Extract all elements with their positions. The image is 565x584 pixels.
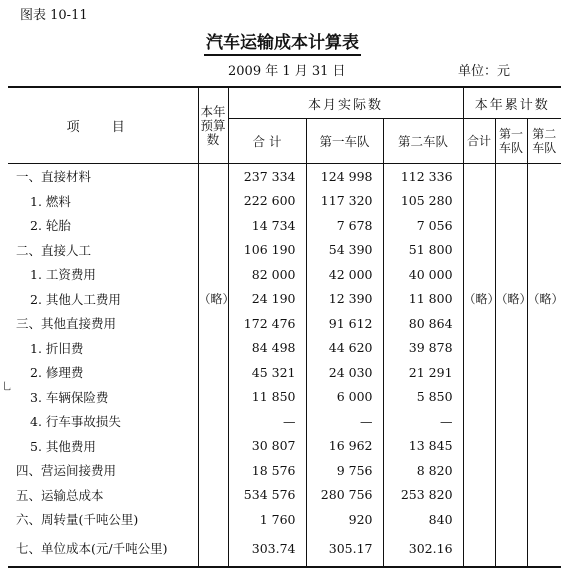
row-team2: 11 800 <box>383 287 463 312</box>
row-team1: 117 320 <box>306 189 383 214</box>
row-budget <box>198 238 228 263</box>
row-team1: 124 998 <box>306 164 383 189</box>
row-ytd-team2 <box>527 262 561 287</box>
row-ytd-team2 <box>527 507 561 532</box>
row-budget <box>198 360 228 385</box>
row-ytd-team2 <box>527 336 561 361</box>
row-team1: 920 <box>306 507 383 532</box>
row-item: 一、直接材料 <box>8 164 198 189</box>
row-ytd-team1 <box>495 483 527 508</box>
row-total: 534 576 <box>228 483 306 508</box>
row-ytd-team1 <box>495 189 527 214</box>
row-item: 1. 折旧费 <box>8 336 198 361</box>
header-actual-group: 本月实际数 <box>228 87 463 119</box>
row-team2: 13 845 <box>383 434 463 459</box>
header-ytd-team2: 第二车队 <box>527 119 561 164</box>
row-ytd-team1 <box>495 164 527 189</box>
header-ytd-total: 合计 <box>463 119 495 164</box>
ytd-total-omitted: （略） <box>463 287 495 312</box>
row-item: 1. 燃料 <box>8 189 198 214</box>
row-total: 11 850 <box>228 385 306 410</box>
table-row <box>8 164 561 189</box>
row-item: 2. 修理费 <box>8 360 198 385</box>
row-team2: 21 291 <box>383 360 463 385</box>
row-team1: 24 030 <box>306 360 383 385</box>
row-budget <box>198 409 228 434</box>
row-total: 303.74 <box>228 532 306 567</box>
row-item: 五、运输总成本 <box>8 483 198 508</box>
row-ytd-total <box>463 189 495 214</box>
row-budget <box>198 262 228 287</box>
row-ytd-team2 <box>527 164 561 189</box>
table-row <box>8 311 561 336</box>
row-team2: 80 864 <box>383 311 463 336</box>
table-row <box>8 385 561 410</box>
row-ytd-team1 <box>495 532 527 567</box>
row-item: 七、单位成本(元/千吨公里) <box>8 532 198 567</box>
row-ytd-total <box>463 336 495 361</box>
table-unit: 单位：元 <box>458 64 511 79</box>
row-ytd-team1 <box>495 262 527 287</box>
row-total: 24 190 <box>228 287 306 312</box>
row-ytd-team1 <box>495 336 527 361</box>
row-item: 1. 工资费用 <box>8 262 198 287</box>
table-row <box>8 483 561 508</box>
row-total: 84 498 <box>228 336 306 361</box>
ytd-team1-omitted: （略） <box>495 287 527 312</box>
row-ytd-team1 <box>495 360 527 385</box>
row-team1: 12 390 <box>306 287 383 312</box>
row-ytd-total <box>463 213 495 238</box>
row-ytd-total <box>463 238 495 263</box>
row-total: 237 334 <box>228 164 306 189</box>
row-team2: 7 056 <box>383 213 463 238</box>
header-team2: 第二车队 <box>383 119 463 164</box>
row-ytd-total <box>463 164 495 189</box>
row-ytd-total <box>463 507 495 532</box>
row-total: 106 190 <box>228 238 306 263</box>
row-total: 14 734 <box>228 213 306 238</box>
row-item: 3. 车辆保险费 <box>8 385 198 410</box>
cost-table <box>8 86 564 568</box>
row-team1: 7 678 <box>306 213 383 238</box>
header-ytd-group: 本年累计数 <box>463 87 561 119</box>
row-ytd-team2 <box>527 483 561 508</box>
table-row <box>8 213 561 238</box>
row-ytd-total <box>463 262 495 287</box>
row-item: 2. 其他人工费用 <box>8 287 198 312</box>
row-total: 45 321 <box>228 360 306 385</box>
row-ytd-team2 <box>527 238 561 263</box>
row-budget <box>198 434 228 459</box>
row-budget <box>198 507 228 532</box>
row-ytd-team2 <box>527 434 561 459</box>
row-total: 82 000 <box>228 262 306 287</box>
table-row <box>8 458 561 483</box>
row-ytd-team2 <box>527 360 561 385</box>
row-ytd-total <box>463 458 495 483</box>
row-team2: 5 850 <box>383 385 463 410</box>
row-ytd-total <box>463 409 495 434</box>
figure-label: 图表 10-11 <box>20 8 88 23</box>
row-team1: 6 000 <box>306 385 383 410</box>
row-ytd-team1 <box>495 385 527 410</box>
row-item: 三、其他直接费用 <box>8 311 198 336</box>
table-row <box>8 336 561 361</box>
row-budget <box>198 532 228 567</box>
row-team1: 305.17 <box>306 532 383 567</box>
row-ytd-team1 <box>495 238 527 263</box>
header-total: 合 计 <box>228 119 306 164</box>
row-team1: 44 620 <box>306 336 383 361</box>
table-row <box>8 434 561 459</box>
row-total: 172 476 <box>228 311 306 336</box>
row-team1: 280 756 <box>306 483 383 508</box>
row-team1: 16 962 <box>306 434 383 459</box>
row-ytd-team1 <box>495 213 527 238</box>
row-item: 二、直接人工 <box>8 238 198 263</box>
row-team2: 39 878 <box>383 336 463 361</box>
row-ytd-team1 <box>495 434 527 459</box>
table-row <box>8 238 561 263</box>
table-row <box>8 262 561 287</box>
row-ytd-team2 <box>527 385 561 410</box>
header-ytd-team1: 第一车队 <box>495 119 527 164</box>
row-item: 四、营运间接费用 <box>8 458 198 483</box>
row-team2: 8 820 <box>383 458 463 483</box>
row-team2: — <box>383 409 463 434</box>
row-ytd-team1 <box>495 409 527 434</box>
table-date: 2009 年 1 月 31 日 <box>228 64 346 79</box>
row-ytd-team2 <box>527 458 561 483</box>
row-budget <box>198 483 228 508</box>
stray-mark: 乚 <box>2 382 12 393</box>
row-budget <box>198 336 228 361</box>
row-ytd-team2 <box>527 532 561 567</box>
table-row <box>8 532 561 567</box>
table-row <box>8 507 561 532</box>
row-budget <box>198 458 228 483</box>
row-item: 2. 轮胎 <box>8 213 198 238</box>
row-item: 5. 其他费用 <box>8 434 198 459</box>
row-ytd-team1 <box>495 311 527 336</box>
row-budget <box>198 189 228 214</box>
row-team2: 840 <box>383 507 463 532</box>
row-total: 30 807 <box>228 434 306 459</box>
row-team2: 105 280 <box>383 189 463 214</box>
budget-omitted: （略） <box>198 287 228 312</box>
row-total: 18 576 <box>228 458 306 483</box>
header-budget: 本年预算数 <box>198 87 228 164</box>
row-ytd-team1 <box>495 458 527 483</box>
row-total: 222 600 <box>228 189 306 214</box>
row-item: 六、周转量(千吨公里) <box>8 507 198 532</box>
row-team2: 112 336 <box>383 164 463 189</box>
row-team2: 40 000 <box>383 262 463 287</box>
row-team1: 9 756 <box>306 458 383 483</box>
table-row <box>8 409 561 434</box>
row-ytd-team2 <box>527 213 561 238</box>
table-row <box>8 287 561 312</box>
row-budget <box>198 311 228 336</box>
row-ytd-total <box>463 360 495 385</box>
header-item: 项 目 <box>8 87 198 164</box>
row-ytd-team2 <box>527 311 561 336</box>
header-team1: 第一车队 <box>306 119 383 164</box>
row-ytd-total <box>463 385 495 410</box>
row-team1: 54 390 <box>306 238 383 263</box>
row-ytd-team2 <box>527 409 561 434</box>
row-ytd-team1 <box>495 507 527 532</box>
row-budget <box>198 164 228 189</box>
row-item: 4. 行车事故损失 <box>8 409 198 434</box>
row-team1: — <box>306 409 383 434</box>
row-team2: 302.16 <box>383 532 463 567</box>
row-team2: 51 800 <box>383 238 463 263</box>
row-ytd-total <box>463 483 495 508</box>
row-total: — <box>228 409 306 434</box>
row-ytd-total <box>463 434 495 459</box>
table-row <box>8 189 561 214</box>
row-team1: 91 612 <box>306 311 383 336</box>
row-budget <box>198 213 228 238</box>
table-title <box>0 28 565 53</box>
ytd-team2-omitted: （略） <box>527 292 564 307</box>
row-ytd-total <box>463 311 495 336</box>
row-total: 1 760 <box>228 507 306 532</box>
row-team2: 253 820 <box>383 483 463 508</box>
row-ytd-total <box>463 532 495 567</box>
row-team1: 42 000 <box>306 262 383 287</box>
row-budget <box>198 385 228 410</box>
row-ytd-team2 <box>527 189 561 214</box>
table-title-text: 汽车运输成本计算表 <box>204 33 361 56</box>
table-row <box>8 360 561 385</box>
